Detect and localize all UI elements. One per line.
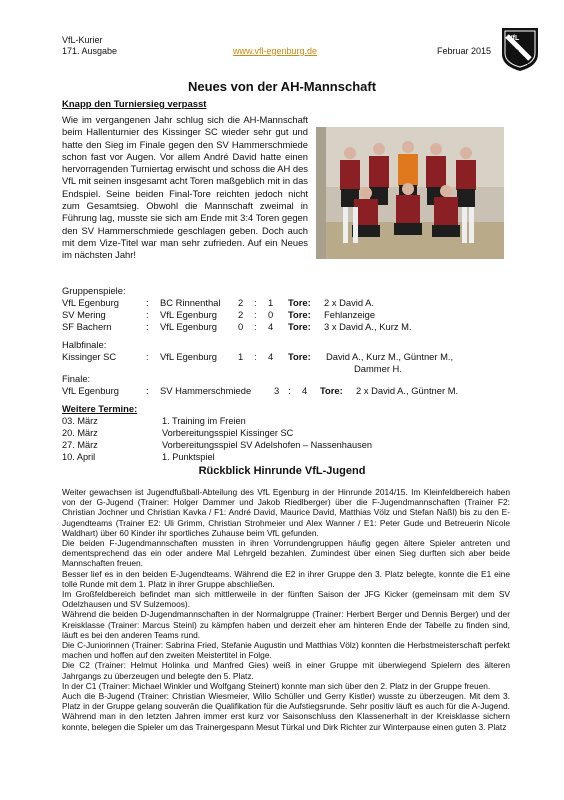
- paragraph: Die C-Juniorinnen (Trainer: Sabrina Fried, Stefanie Augustin und Matthias Völz) konnten die Herbstmeisterschaft perfekt machen und hoffen auf den zweiten Meistertitel in Folge.: [62, 640, 510, 661]
- event-name: Vorbereitungsspiel SV Adelshofen – Nassenhausen: [162, 440, 372, 450]
- colon: :: [254, 297, 257, 308]
- paragraph: Während die beiden D-Jugendmannschaften in der Normalgruppe (Trainer: Herbert Berger und Dennis Berger) und der Kreisklasse (Trainer: Marcus Steinl) zu kämpfen haben und derzeit eher am hinteren Ende der Tabelle zu finden sind, läuft es bei den anderen Teams rund.: [62, 609, 510, 640]
- youth-section-body: [62, 487, 510, 732]
- paragraph: Die C2 (Trainer: Helmut Holinka und Manfred Gies) weiß in einer Gruppe mit überwiegend Spielern des älteren Jahrgangs zu überzeugen und belegte den 5. Platz.: [62, 660, 510, 681]
- issue-number: 171. Ausgabe: [62, 46, 118, 56]
- semifinal-label: Halbfinale:: [62, 339, 107, 350]
- goals-label: Tore:: [320, 385, 343, 396]
- goals-label: Tore:: [288, 351, 311, 362]
- header-publication-block: [62, 35, 117, 57]
- away-team: VfL Egenburg: [160, 309, 217, 320]
- colon: :: [146, 321, 149, 332]
- publication-name: VfL-Kurier: [62, 35, 103, 45]
- colon: :: [146, 351, 149, 362]
- home-score: 2: [238, 309, 244, 320]
- home-score: 3: [274, 385, 280, 396]
- away-team: VfL Egenburg: [160, 321, 217, 332]
- event-name: 1. Punktspiel: [162, 452, 215, 462]
- youth-section-title: Rückblick Hinrunde VfL-Jugend: [198, 465, 366, 477]
- website-link[interactable]: www.vfl-egenburg.de: [233, 46, 318, 56]
- home-score: 2: [238, 297, 244, 308]
- group-games-label: Gruppenspiele:: [62, 285, 126, 296]
- article-title: Neues von der AH-Mannschaft: [187, 79, 377, 94]
- article-intro: Wie im vergangenen Jahr schlug sich die AH-Mannschaft beim Hallenturnier des Kissinger SC wieder sehr gut und hatte den Sieg im Finale gegen den SV Hammerschmiede schon fast vor Augen. Vor allem André David hatte einen hervorragenden Turniertag erwischt und schoss die AH des VfL mit seinen insgesamt acht Toren maßgeblich mit in das Endspiel. Seine beiden Final-Tore reichten jedoch nicht zum Gesamtsieg. Obwohl die Mannschaft zweimal in Führung lag, musste sie sich am Ende mit 3:4 Toren gegen den SV Hammerschmiede geschlagen geben. Doch auch mit dem Vize-Titel war man sehr zufrieden. Auf ein Neues im nächsten Jahr!: [62, 114, 308, 261]
- home-team: SF Bachern: [62, 321, 112, 332]
- colon: :: [288, 385, 291, 396]
- team-photo: [316, 127, 504, 259]
- home-team: VfL Egenburg: [62, 385, 119, 396]
- scorers: 2 x David A.: [324, 297, 375, 308]
- paragraph: Im Großfeldbereich befindet man sich mittlerweile in der fünften Saison der JFG Kicker (gemeinsam mit dem SV Odelzhausen und SV Sulzemoos).: [62, 589, 510, 610]
- paragraph: In der C1 (Trainer: Michael Winkler und Wolfgang Steinert) konnte man sich über den 2. Platz in der Gruppe freuen.: [62, 680, 491, 691]
- away-team: BC Rinnenthal: [160, 297, 221, 308]
- paragraph: Die beiden F-Jugendmannschaften mussten in ihren Vorrundengruppen häufig gegen ältere Spieler antreten und dementsprechend das ein oder andere Mal Lehrgeld bezahlen. Zumindest über einen Sieg durften sich aber beide Mannschaften freuen.: [62, 538, 510, 569]
- goals-label: Tore:: [288, 309, 311, 320]
- home-team: VfL Egenburg: [62, 297, 119, 308]
- colon: :: [146, 309, 149, 320]
- event-date: 03. März: [62, 416, 98, 426]
- goals-label: Tore:: [288, 297, 311, 308]
- home-score: 1: [238, 351, 244, 362]
- colon: :: [254, 351, 257, 362]
- scorers: Fehlanzeige: [324, 309, 376, 320]
- svg-text:VfL: VfL: [508, 35, 520, 42]
- colon: :: [146, 297, 149, 308]
- scorers: 3 x David A., Kurz M.: [324, 321, 412, 332]
- paragraph: Besser lief es in den beiden E-Jugendteams. Während die E2 in ihrer Gruppe den 3. Platz belegte, konnte die E1 eine tolle Runde mit dem 1. Platz in ihrer Gruppe abschließen.: [62, 568, 510, 589]
- event-date: 20. März: [62, 428, 98, 438]
- scorers: David A., Kurz M., Güntner M.,: [326, 351, 454, 362]
- away-score: 4: [268, 351, 274, 362]
- away-score: 4: [268, 321, 274, 332]
- colon: :: [254, 321, 257, 332]
- home-team: Kissinger SC: [62, 351, 117, 362]
- article-subheading: Knapp den Turniersieg verpasst: [62, 99, 207, 110]
- away-team: SV Hammerschmiede: [160, 385, 252, 396]
- away-team: VfL Egenburg: [160, 351, 217, 362]
- svg-text:Egenburg: Egenburg: [514, 48, 532, 66]
- club-logo: [500, 26, 540, 72]
- colon: :: [254, 309, 257, 320]
- event-date: 10. April: [62, 452, 96, 462]
- event-name: 1. Training im Freien: [162, 416, 246, 426]
- dates-heading: Weitere Termine:: [62, 403, 138, 414]
- final-label: Finale:: [62, 373, 91, 384]
- goals-label: Tore:: [288, 321, 311, 332]
- away-score: 0: [268, 309, 274, 320]
- issue-date: Februar 2015: [437, 46, 492, 56]
- event-name: Vorbereitungsspiel Kissinger SC: [162, 428, 294, 438]
- away-score: 4: [302, 385, 308, 396]
- away-score: 1: [268, 297, 274, 308]
- scorers-continued: Dammer H.: [354, 363, 402, 374]
- colon: :: [146, 385, 149, 396]
- home-team: SV Mering: [62, 309, 106, 320]
- paragraph: Auch die B-Jugend (Trainer: Christian Wiesmeier, Willo Schüller und Gerry Kistler) wusste zu überzeugen. Mit dem 3. Platz in der Gruppe gelang souverän die Qualifikation für die Aufstiegsrunde. Sehr positiv läuft es auch für die A-Jugend. Während man in den letzten Jahren immer erst kurz vor Saisonschluss den Klassenerhalt in der Kreisklasse sichern konnte, belegen die Spieler um das Trainergespann Mesut Türkal und Dirk Richter zur Winterpause einen guten 3. Platz: [62, 691, 510, 732]
- event-date: 27. März: [62, 440, 98, 450]
- paragraph: Weiter gewachsen ist Jugendfußball-Abteilung des VfL Egenburg in der Hinrunde 2014/15. Im Kleinfeldbereich haben von der G-Jugend (Trainer: Holger Dammer und Jakob Riedlberger) über die F-Jugendmannschaften (Trainer F2: Christian Jochner und Christian Kavka / F1: André David, Maurice David, Matthias Völz und Stefan Naßl) bis zu den E-Jugendteams (Trainer E2: Uli Grimm, Christian Strohmeier und Alex Wanner / E1: Peter Gude und Betreuerin Nicole Waldhart) über 60 Kinder ihr sportliches Zuhause beim VfL gefunden.: [62, 487, 510, 538]
- home-score: 0: [238, 321, 244, 332]
- scorers: 2 x David A., Güntner M.: [356, 385, 459, 396]
